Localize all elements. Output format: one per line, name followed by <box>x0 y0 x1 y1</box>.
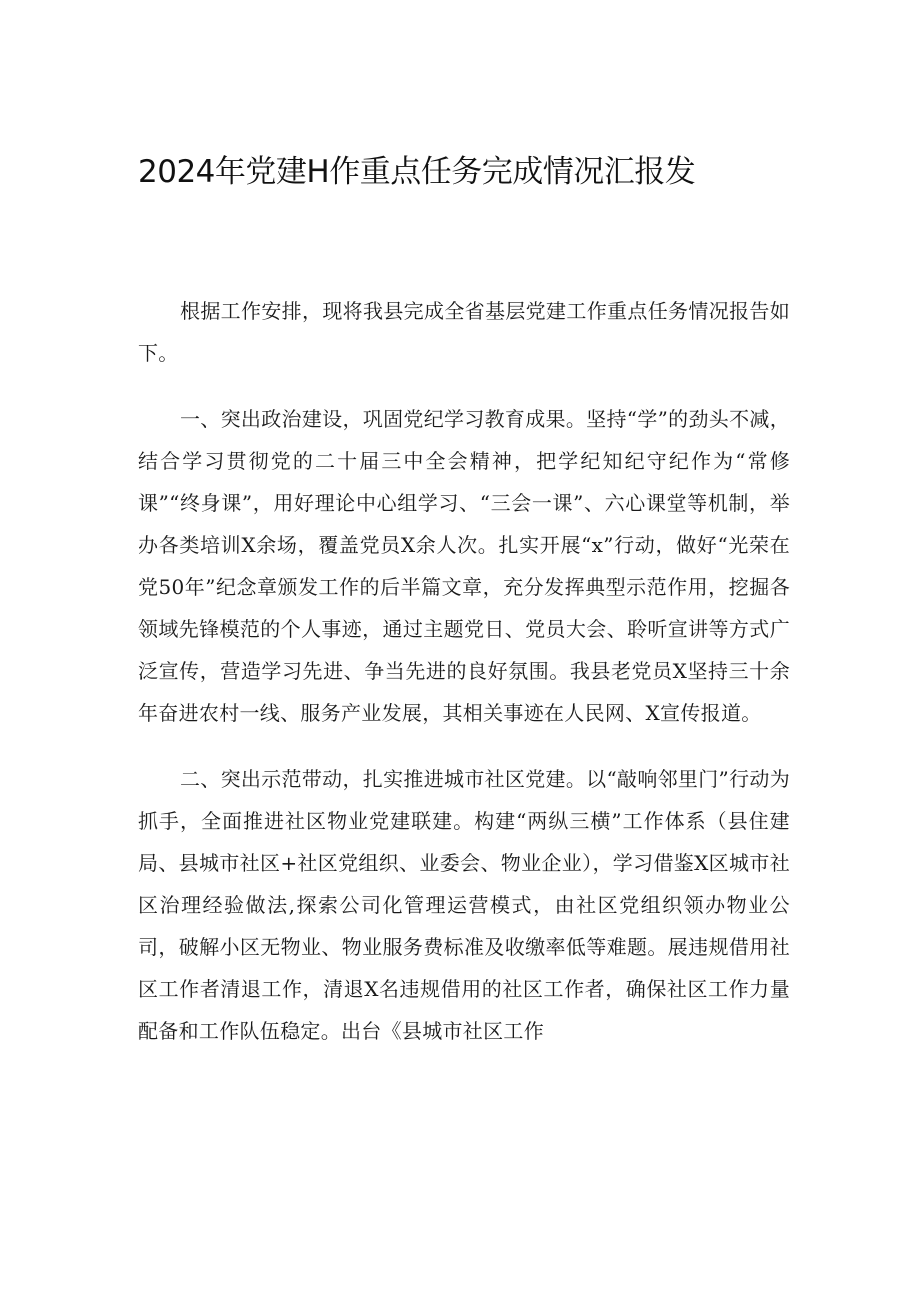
section-one-paragraph: 一、突出政治建设，巩固党纪学习教育成果。坚持“学”的劲头不减，结合学习贯彻党的二十届三中全会精神，把学纪知纪守纪作为“常修课”“终身课”，用好理论中心组学习、“三会一课”、六心课堂等机制，举办各类培训X余场，覆盖党员X余人次。扎实开展“x”行动，做好“光荣在党50年”纪念章颁发工作的后半篇文章，充分发挥典型示范作用，挖掘各领域先锋模范的个人事迹，通过主题党日、党员大会、聆听宣讲等方式广泛宣传，营造学习先进、争当先进的良好氛围。我县老党员X坚持三十余年奋进农村一线、服务产业发展，其相关事迹在人民网、X宣传报道。 <box>138 407 790 725</box>
document-body <box>138 290 790 1052</box>
intro-paragraph: 根据工作安排，现将我县完成全省基层党建工作重点任务情况报告如下。 <box>138 299 790 365</box>
section-two-paragraph: 二、突出示范带动，扎实推进城市社区党建。以“敲响邻里门”行动为抓手，全面推进社区物业党建联建。构建“两纵三横”工作体系（县住建局、县城市社区+社区党组织、业委会、物业企业），学习借鉴X区城市社区治理经验做法,探索公司化管理运营模式，由社区党组织领办物业公司，破解小区无物业、物业服务费标准及收缴率低等难题。展违规借用社区工作者清退工作，清退X名违规借用的社区工作者，确保社区工作力量配备和工作队伍稳定。出台《县城市社区工作 <box>138 767 790 1043</box>
document-title: 2024年党建H作重点任务完成情况汇报发 <box>138 154 696 190</box>
